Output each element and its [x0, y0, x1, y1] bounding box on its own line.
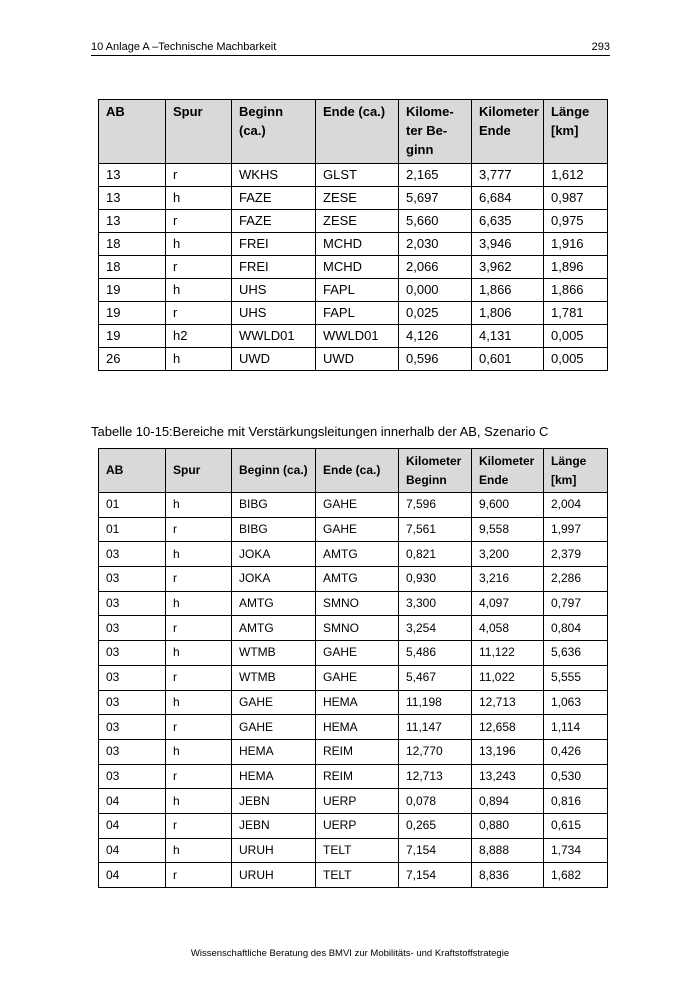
- cell-laenge: 0,530: [544, 764, 608, 789]
- cell-km-beginn: 2,030: [399, 233, 472, 256]
- cell-spur: h: [166, 789, 232, 814]
- table-row: [99, 164, 608, 187]
- col-header-laenge: Länge [km]: [544, 100, 608, 164]
- cell-laenge: 5,636: [544, 641, 608, 666]
- cell-spur: r: [166, 164, 232, 187]
- table-body: [99, 493, 608, 888]
- cell-ab: 13: [99, 210, 166, 233]
- cell-ende: GLST: [316, 164, 399, 187]
- cell-laenge: 0,797: [544, 591, 608, 616]
- cell-ende: GAHE: [316, 517, 399, 542]
- cell-laenge: 1,866: [544, 279, 608, 302]
- cell-beginn: GAHE: [232, 715, 316, 740]
- col-header-km-beginn: Kilometer Beginn: [399, 449, 472, 493]
- page-number: 293: [591, 41, 610, 53]
- table-reinforcement-continued: [98, 99, 608, 371]
- cell-laenge: 1,612: [544, 164, 608, 187]
- cell-km-beginn: 5,697: [399, 187, 472, 210]
- cell-ende: GAHE: [316, 665, 399, 690]
- cell-km-ende: 3,962: [472, 256, 544, 279]
- cell-km-beginn: 7,561: [399, 517, 472, 542]
- cell-laenge: 0,005: [544, 348, 608, 371]
- cell-km-beginn: 12,713: [399, 764, 472, 789]
- cell-ende: TELT: [316, 863, 399, 888]
- col-header-laenge: Länge [km]: [544, 449, 608, 493]
- cell-km-beginn: 11,147: [399, 715, 472, 740]
- cell-spur: h: [166, 279, 232, 302]
- cell-km-beginn: 3,300: [399, 591, 472, 616]
- cell-km-beginn: 0,930: [399, 567, 472, 592]
- table-row: [99, 715, 608, 740]
- cell-km-ende: 8,836: [472, 863, 544, 888]
- table-row: [99, 187, 608, 210]
- section-title: 10 Anlage A –Technische Machbarkeit: [91, 41, 277, 53]
- cell-spur: h: [166, 187, 232, 210]
- cell-ab: 19: [99, 325, 166, 348]
- cell-km-ende: 4,131: [472, 325, 544, 348]
- col-header-beginn: Beginn (ca.): [232, 449, 316, 493]
- cell-spur: r: [166, 813, 232, 838]
- table-header-row: [99, 449, 608, 493]
- cell-beginn: UHS: [232, 302, 316, 325]
- cell-ab: 04: [99, 813, 166, 838]
- cell-ab: 13: [99, 164, 166, 187]
- cell-km-ende: 11,022: [472, 665, 544, 690]
- cell-ab: 03: [99, 542, 166, 567]
- cell-beginn: WKHS: [232, 164, 316, 187]
- cell-ende: ZESE: [316, 210, 399, 233]
- cell-ende: FAPL: [316, 279, 399, 302]
- cell-spur: r: [166, 256, 232, 279]
- cell-spur: h: [166, 739, 232, 764]
- cell-laenge: 0,816: [544, 789, 608, 814]
- cell-spur: h: [166, 542, 232, 567]
- cell-spur: r: [166, 863, 232, 888]
- page-header: [91, 41, 610, 56]
- table-row: [99, 325, 608, 348]
- col-header-ab: AB: [99, 449, 166, 493]
- cell-km-ende: 1,806: [472, 302, 544, 325]
- cell-ab: 03: [99, 567, 166, 592]
- cell-ende: MCHD: [316, 256, 399, 279]
- cell-spur: r: [166, 517, 232, 542]
- cell-beginn: URUH: [232, 838, 316, 863]
- col-header-km-beginn: Kilome-ter Be-ginn: [399, 100, 472, 164]
- cell-beginn: WTMB: [232, 641, 316, 666]
- cell-laenge: 1,734: [544, 838, 608, 863]
- col-header-ende: Ende (ca.): [316, 449, 399, 493]
- table-row: [99, 233, 608, 256]
- cell-spur: r: [166, 665, 232, 690]
- cell-km-ende: 8,888: [472, 838, 544, 863]
- cell-ende: HEMA: [316, 715, 399, 740]
- cell-km-ende: 1,866: [472, 279, 544, 302]
- cell-km-beginn: 7,154: [399, 863, 472, 888]
- cell-laenge: 0,426: [544, 739, 608, 764]
- cell-laenge: 2,379: [544, 542, 608, 567]
- cell-beginn: FREI: [232, 256, 316, 279]
- cell-km-ende: 9,558: [472, 517, 544, 542]
- cell-beginn: WWLD01: [232, 325, 316, 348]
- cell-km-beginn: 0,821: [399, 542, 472, 567]
- table-row: [99, 616, 608, 641]
- cell-km-beginn: 0,596: [399, 348, 472, 371]
- cell-laenge: 1,781: [544, 302, 608, 325]
- cell-laenge: 0,987: [544, 187, 608, 210]
- cell-beginn: BIBG: [232, 493, 316, 518]
- cell-km-beginn: 0,265: [399, 813, 472, 838]
- table-body: [99, 164, 608, 371]
- cell-km-ende: 12,658: [472, 715, 544, 740]
- cell-laenge: 1,682: [544, 863, 608, 888]
- cell-ende: FAPL: [316, 302, 399, 325]
- cell-ende: REIM: [316, 764, 399, 789]
- cell-ende: UERP: [316, 789, 399, 814]
- cell-km-ende: 0,894: [472, 789, 544, 814]
- cell-ab: 03: [99, 690, 166, 715]
- cell-km-beginn: 5,486: [399, 641, 472, 666]
- col-header-km-ende: Kilometer Ende: [472, 449, 544, 493]
- cell-beginn: WTMB: [232, 665, 316, 690]
- cell-km-beginn: 3,254: [399, 616, 472, 641]
- cell-ende: TELT: [316, 838, 399, 863]
- cell-beginn: AMTG: [232, 616, 316, 641]
- cell-spur: h: [166, 348, 232, 371]
- table-row: [99, 279, 608, 302]
- cell-km-ende: 3,946: [472, 233, 544, 256]
- cell-ab: 18: [99, 256, 166, 279]
- cell-spur: h: [166, 641, 232, 666]
- cell-beginn: FREI: [232, 233, 316, 256]
- cell-km-ende: 9,600: [472, 493, 544, 518]
- cell-beginn: HEMA: [232, 764, 316, 789]
- cell-laenge: 1,896: [544, 256, 608, 279]
- table-row: [99, 210, 608, 233]
- cell-laenge: 0,005: [544, 325, 608, 348]
- cell-beginn: JOKA: [232, 542, 316, 567]
- cell-km-beginn: 5,660: [399, 210, 472, 233]
- cell-beginn: JEBN: [232, 813, 316, 838]
- cell-spur: h: [166, 838, 232, 863]
- cell-km-beginn: 4,126: [399, 325, 472, 348]
- cell-ab: 26: [99, 348, 166, 371]
- cell-km-beginn: 0,000: [399, 279, 472, 302]
- cell-beginn: FAZE: [232, 187, 316, 210]
- cell-km-beginn: 5,467: [399, 665, 472, 690]
- cell-ab: 18: [99, 233, 166, 256]
- cell-laenge: 0,615: [544, 813, 608, 838]
- cell-beginn: UHS: [232, 279, 316, 302]
- col-header-spur: Spur: [166, 449, 232, 493]
- cell-laenge: 2,004: [544, 493, 608, 518]
- cell-km-ende: 4,097: [472, 591, 544, 616]
- col-header-beginn: Beginn (ca.): [232, 100, 316, 164]
- table-row: [99, 542, 608, 567]
- cell-beginn: GAHE: [232, 690, 316, 715]
- cell-laenge: 1,114: [544, 715, 608, 740]
- table-caption: Tabelle 10-15:Bereiche mit Verstärkungsleitungen innerhalb der AB, Szenario C: [91, 424, 549, 439]
- cell-laenge: 1,997: [544, 517, 608, 542]
- cell-ende: MCHD: [316, 233, 399, 256]
- cell-spur: r: [166, 616, 232, 641]
- cell-km-beginn: 2,165: [399, 164, 472, 187]
- cell-ende: AMTG: [316, 542, 399, 567]
- cell-km-ende: 13,243: [472, 764, 544, 789]
- table-row: [99, 641, 608, 666]
- cell-km-beginn: 2,066: [399, 256, 472, 279]
- table-row: [99, 665, 608, 690]
- table-row: [99, 256, 608, 279]
- cell-ende: HEMA: [316, 690, 399, 715]
- cell-km-beginn: 0,025: [399, 302, 472, 325]
- cell-spur: r: [166, 764, 232, 789]
- cell-ab: 13: [99, 187, 166, 210]
- cell-spur: h2: [166, 325, 232, 348]
- table-header-row: [99, 100, 608, 164]
- cell-laenge: 1,916: [544, 233, 608, 256]
- cell-km-ende: 13,196: [472, 739, 544, 764]
- cell-ab: 03: [99, 616, 166, 641]
- cell-beginn: UWD: [232, 348, 316, 371]
- cell-ende: SMNO: [316, 616, 399, 641]
- cell-km-beginn: 7,596: [399, 493, 472, 518]
- cell-km-ende: 4,058: [472, 616, 544, 641]
- table-reinforcement-scenario-c: [98, 448, 608, 888]
- cell-km-ende: 3,200: [472, 542, 544, 567]
- table-row: [99, 591, 608, 616]
- table-row: [99, 813, 608, 838]
- table-row: [99, 517, 608, 542]
- cell-ab: 03: [99, 764, 166, 789]
- cell-ab: 03: [99, 665, 166, 690]
- cell-beginn: JOKA: [232, 567, 316, 592]
- table-row: [99, 567, 608, 592]
- cell-ab: 01: [99, 493, 166, 518]
- cell-ab: 03: [99, 641, 166, 666]
- cell-spur: h: [166, 233, 232, 256]
- cell-ab: 04: [99, 863, 166, 888]
- cell-ab: 19: [99, 302, 166, 325]
- table-row: [99, 764, 608, 789]
- cell-km-beginn: 11,198: [399, 690, 472, 715]
- cell-km-ende: 6,635: [472, 210, 544, 233]
- cell-ab: 04: [99, 789, 166, 814]
- cell-beginn: FAZE: [232, 210, 316, 233]
- cell-ab: 03: [99, 591, 166, 616]
- cell-ende: UERP: [316, 813, 399, 838]
- cell-beginn: AMTG: [232, 591, 316, 616]
- cell-spur: r: [166, 210, 232, 233]
- cell-spur: r: [166, 302, 232, 325]
- cell-beginn: JEBN: [232, 789, 316, 814]
- cell-ende: WWLD01: [316, 325, 399, 348]
- col-header-ab: AB: [99, 100, 166, 164]
- cell-laenge: 1,063: [544, 690, 608, 715]
- cell-km-beginn: 7,154: [399, 838, 472, 863]
- cell-ende: SMNO: [316, 591, 399, 616]
- table-row: [99, 739, 608, 764]
- cell-ende: UWD: [316, 348, 399, 371]
- cell-spur: h: [166, 690, 232, 715]
- table-row: [99, 789, 608, 814]
- cell-km-ende: 6,684: [472, 187, 544, 210]
- cell-ende: ZESE: [316, 187, 399, 210]
- cell-km-beginn: 12,770: [399, 739, 472, 764]
- cell-ende: AMTG: [316, 567, 399, 592]
- cell-ab: 19: [99, 279, 166, 302]
- cell-beginn: URUH: [232, 863, 316, 888]
- cell-ab: 03: [99, 715, 166, 740]
- table-row: [99, 348, 608, 371]
- cell-km-ende: 0,601: [472, 348, 544, 371]
- cell-spur: r: [166, 567, 232, 592]
- table-row: [99, 493, 608, 518]
- cell-beginn: BIBG: [232, 517, 316, 542]
- table-row: [99, 838, 608, 863]
- cell-ab: 04: [99, 838, 166, 863]
- cell-spur: h: [166, 591, 232, 616]
- cell-km-ende: 3,777: [472, 164, 544, 187]
- cell-beginn: HEMA: [232, 739, 316, 764]
- cell-km-ende: 3,216: [472, 567, 544, 592]
- cell-laenge: 5,555: [544, 665, 608, 690]
- page-footer: Wissenschaftliche Beratung des BMVI zur Mobilitäts- und Kraftstoffstrategie: [190, 948, 510, 959]
- cell-laenge: 0,804: [544, 616, 608, 641]
- table-row: [99, 863, 608, 888]
- cell-km-ende: 12,713: [472, 690, 544, 715]
- cell-ab: 01: [99, 517, 166, 542]
- col-header-spur: Spur: [166, 100, 232, 164]
- cell-ab: 03: [99, 739, 166, 764]
- table-row: [99, 690, 608, 715]
- table-row: [99, 302, 608, 325]
- col-header-km-ende: Kilometer Ende: [472, 100, 544, 164]
- cell-laenge: 0,975: [544, 210, 608, 233]
- cell-km-ende: 0,880: [472, 813, 544, 838]
- cell-laenge: 2,286: [544, 567, 608, 592]
- cell-km-ende: 11,122: [472, 641, 544, 666]
- cell-ende: REIM: [316, 739, 399, 764]
- cell-spur: r: [166, 715, 232, 740]
- cell-spur: h: [166, 493, 232, 518]
- col-header-ende: Ende (ca.): [316, 100, 399, 164]
- cell-ende: GAHE: [316, 493, 399, 518]
- cell-ende: GAHE: [316, 641, 399, 666]
- cell-km-beginn: 0,078: [399, 789, 472, 814]
